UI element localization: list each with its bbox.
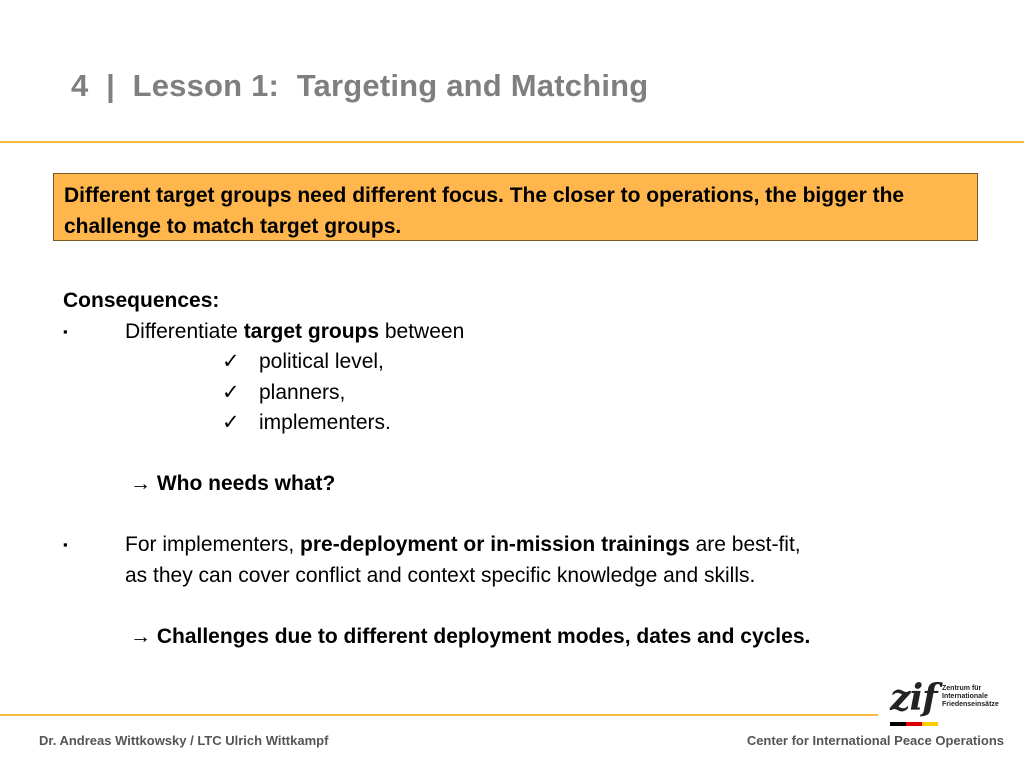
title-divider [0,141,1024,143]
checkmark-icon: ✓ [222,350,240,373]
key-message-box: Different target groups need different focus. The closer to operations, the bigger the challenge to match target groups. [53,173,978,241]
bullet2-pre: For implementers, [125,533,301,556]
zif-logo [890,677,1010,719]
slide-body [63,286,1003,652]
zif-logo-text [942,685,1008,709]
bullet1-bold: target groups [243,319,380,343]
level-implementers: implementers. [259,411,391,434]
flag-bar-red [906,722,922,726]
footer-organization: Center for International Peace Operations [746,733,1004,748]
flag-bar-gold [922,722,938,726]
bullet-target-groups [63,317,1003,348]
bullet1-post: between [379,319,465,343]
bullet2-post: are best-fit, [689,533,801,556]
square-bullet-icon: ▪ [63,537,68,552]
square-bullet-icon: ▪ [63,323,68,339]
level-item [63,347,1003,378]
bullet-implementers [63,530,1003,561]
arrow-icon: → [130,472,151,495]
arrow-who-needs-what [63,469,1003,500]
bullet1-pre: Differentiate [125,319,244,343]
bullet-implementers-text [125,530,801,561]
flag-bars [890,713,938,717]
checkmark-icon: ✓ [222,411,240,434]
level-item [63,378,1003,409]
consequences-heading-line [63,286,1003,317]
arrow2-text: Challenges due to different deployment modes, dates and cycles. [156,624,811,648]
zif-logo-mark: zif [890,677,937,719]
spacer [63,500,1003,531]
arrow-who-needs-what-text [130,469,335,500]
arrow1-text: Who needs what? [156,472,336,495]
bullet2-line2: as they can cover conflict and context specific knowledge and skills. [125,563,756,587]
arrow-challenges-text [130,622,810,653]
logo-text-line: Friedenseinsätze [942,701,999,708]
slide-title: 4 | Lesson 1: Targeting and Matching [71,68,649,103]
checkmark-icon: ✓ [222,380,240,404]
spacer [63,591,1003,622]
level-planners: planners, [259,380,346,404]
spacer [63,439,1003,470]
bullet2-bold: pre-deployment or in-mission trainings [300,533,690,556]
bullet-implementers-continued [63,561,1003,592]
logo-text-line: Internationale [942,693,988,700]
consequences-heading: Consequences: [63,289,220,312]
level-item [63,408,1003,439]
flag-bar-black [890,722,906,726]
level-political: political level, [259,350,384,373]
logo-text-line: Zentrum für [942,685,982,692]
arrow-challenges [63,622,1003,653]
footer-divider [0,714,878,716]
arrow-icon: → [130,624,151,648]
bullet-target-groups-text [125,317,464,348]
footer-authors: Dr. Andreas Wittkowsky / LTC Ulrich Wittkampf [39,733,329,748]
